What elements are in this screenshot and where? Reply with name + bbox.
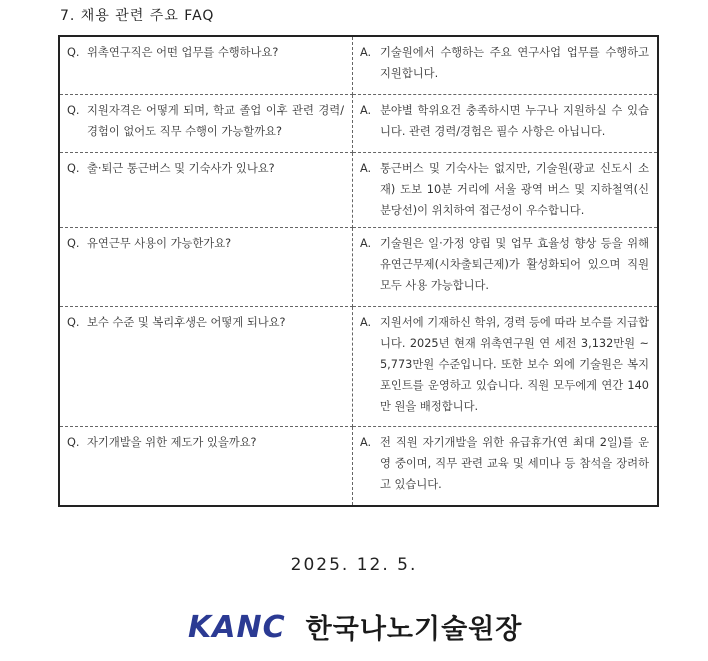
faq-question-cell — [59, 306, 353, 426]
organization-name: 한국나노기술원장 — [305, 613, 523, 645]
faq-answer-cell — [353, 426, 659, 506]
faq-answer-cell — [353, 152, 659, 227]
faq-question: 보수 수준 및 복리후생은 어떻게 되나요? — [87, 315, 286, 329]
q-prefix: Q. — [67, 435, 80, 449]
a-prefix: A. — [360, 46, 372, 59]
document-date: 2025. 12. 5. — [290, 555, 418, 575]
a-prefix: A. — [360, 236, 372, 250]
faq-question-cell — [59, 94, 353, 152]
a-prefix: A. — [360, 161, 372, 175]
faq-answer: 통근버스 및 기숙사는 없지만, 기술원(광교 신도시 소재) 도보 10분 거리에 서울 광역 버스 및 지하철역(신분당선)이 위치하여 접근성이 우수합니다. — [380, 161, 649, 217]
faq-question: 위촉연구직은 어떤 업무를 수행하나요? — [87, 46, 279, 59]
faq-question: 지원자격은 어떻게 되며, 학교 졸업 이후 관련 경력/경험이 없어도 직무 수행이 가능할까요? — [87, 103, 344, 138]
faq-answer: 기술원은 일·가정 양립 및 업무 효율성 향상 등을 위해 유연근무제(시차출퇴근제)가 활성화되어 있으며 직원 모두 사용 가능합니다. — [380, 236, 649, 292]
kanc-logo-icon — [186, 611, 302, 641]
faq-answer-cell — [353, 94, 659, 152]
faq-table — [58, 35, 659, 507]
faq-question-cell — [59, 227, 353, 306]
a-prefix: A. — [360, 103, 372, 117]
faq-answer: 전 직원 자기개발을 위한 유급휴가(연 최대 2일)를 운영 중이며, 직무 관련 교육 및 세미나 등 참석을 장려하고 있습니다. — [380, 435, 649, 491]
faq-question-cell — [59, 36, 353, 94]
faq-question: 자기개발을 위한 제도가 있을까요? — [87, 435, 257, 449]
a-prefix: A. — [360, 315, 372, 329]
faq-row — [59, 227, 658, 306]
faq-row — [59, 306, 658, 426]
q-prefix: Q. — [67, 46, 80, 59]
faq-question-cell — [59, 152, 353, 227]
faq-answer-cell — [353, 36, 659, 94]
faq-answer: 분야별 학위요건 충족하시면 누구나 지원하실 수 있습니다. 관련 경력/경험은 필수 사항은 아닙니다. — [380, 103, 649, 138]
faq-answer: 기술원에서 수행하는 주요 연구사업 업무를 수행하고 지원합니다. — [380, 46, 649, 80]
faq-question-cell — [59, 426, 353, 506]
a-prefix: A. — [360, 435, 372, 449]
faq-row — [59, 152, 658, 227]
section-heading: 7. 채용 관련 주요 FAQ — [60, 8, 215, 24]
faq-row — [59, 36, 658, 94]
faq-answer-cell — [353, 306, 659, 426]
q-prefix: Q. — [67, 236, 80, 250]
logo-mark-text: KANC — [187, 611, 286, 641]
faq-question: 유연근무 사용이 가능한가요? — [87, 236, 232, 250]
faq-answer-cell — [353, 227, 659, 306]
organization-logo — [0, 606, 708, 646]
q-prefix: Q. — [67, 315, 80, 329]
faq-row — [59, 426, 658, 506]
q-prefix: Q. — [67, 103, 80, 117]
q-prefix: Q. — [67, 161, 80, 175]
faq-answer: 지원서에 기재하신 학위, 경력 등에 따라 보수를 지급합니다. 2025년 현재 위촉연구원 연 세전 3,132만원 ~ 5,773만원 수준입니다. 또한 보수 외에 기술원은 복지포인트를 운영하고 있습니다. 직원 모두에게 연간 140만 원을 배정합니다. — [380, 315, 649, 413]
faq-question: 출·퇴근 통근버스 및 기숙사가 있나요? — [87, 161, 275, 175]
faq-row — [59, 94, 658, 152]
